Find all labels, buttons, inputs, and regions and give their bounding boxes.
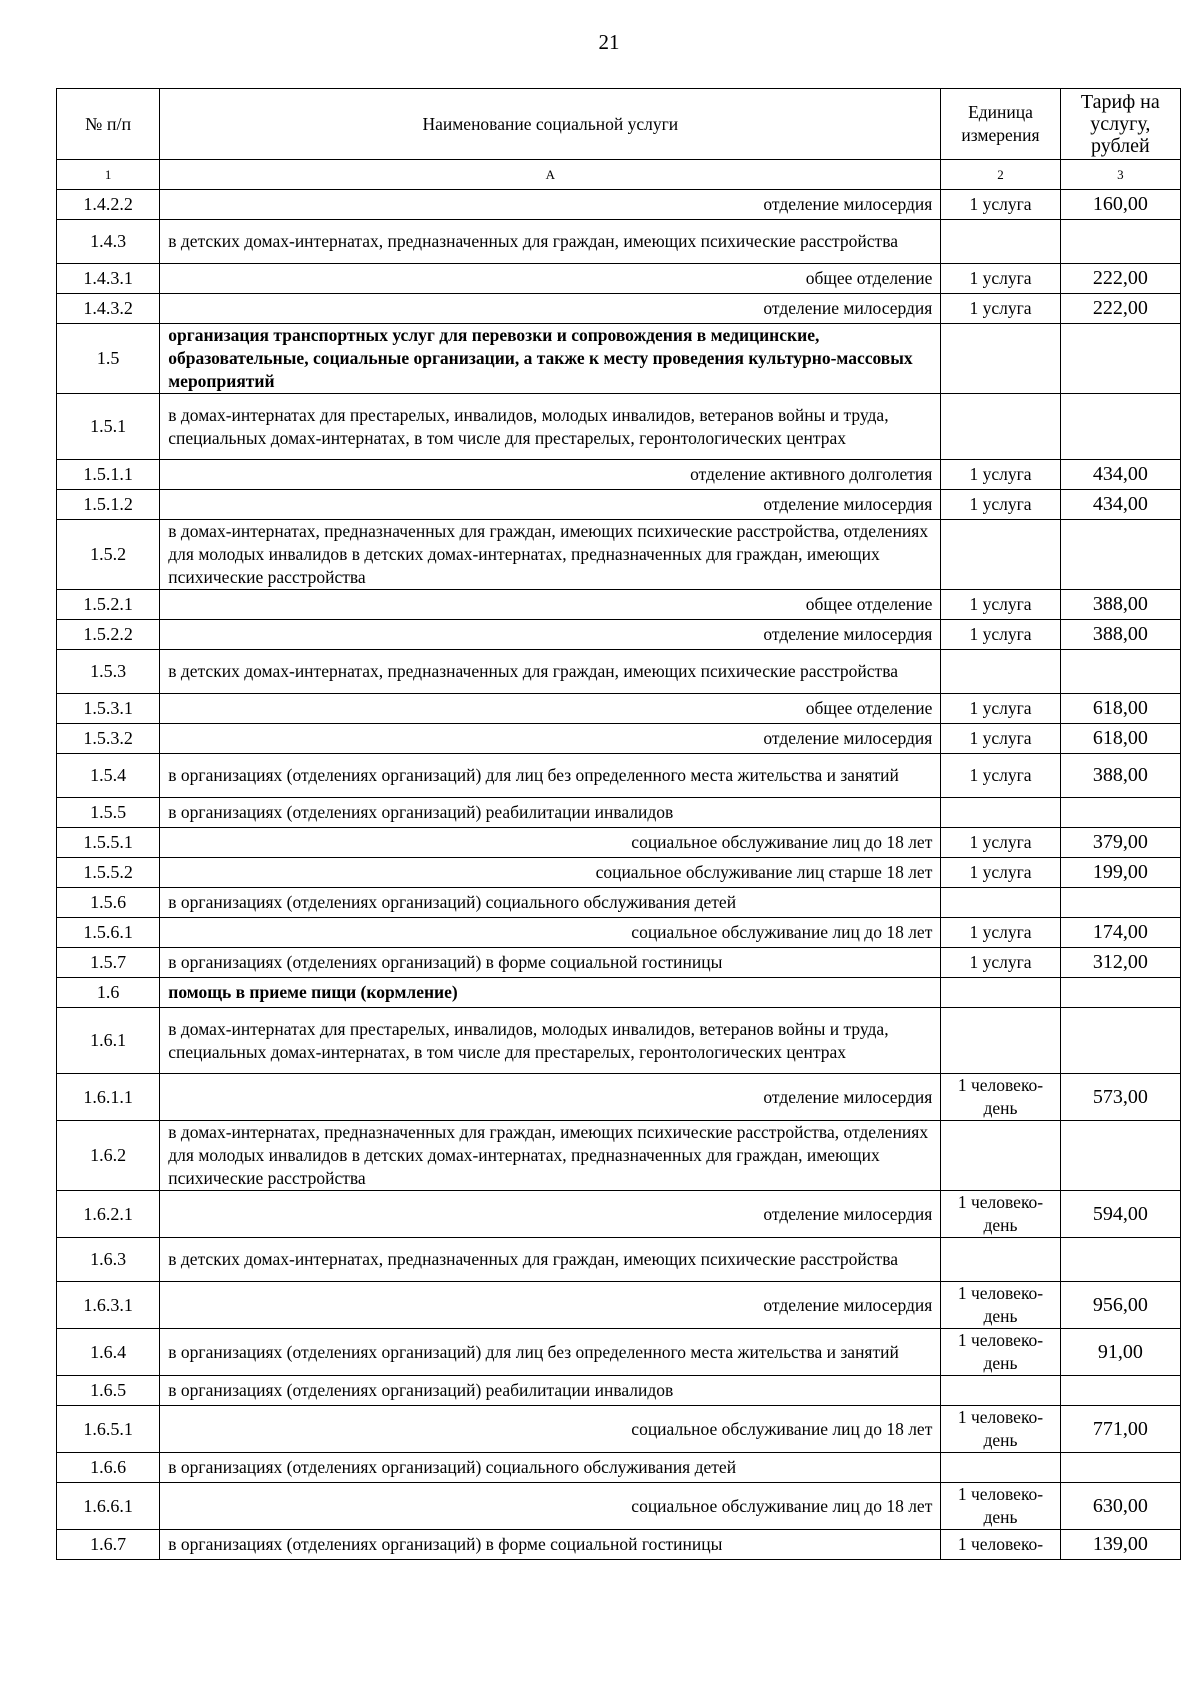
- row-unit: [941, 888, 1060, 918]
- row-unit: 1 услуга: [941, 948, 1060, 978]
- row-number: 1.6: [57, 978, 160, 1008]
- table-row: [57, 858, 1181, 888]
- table-index-row: [57, 160, 1181, 190]
- row-number: 1.6.1: [57, 1008, 160, 1074]
- row-service-name: общее отделение: [160, 590, 941, 620]
- row-service-name: отделение милосердия: [160, 190, 941, 220]
- row-tariff: 956,00: [1060, 1282, 1180, 1329]
- row-service-name: отделение милосердия: [160, 1282, 941, 1329]
- row-tariff: 91,00: [1060, 1329, 1180, 1376]
- tariff-table: [56, 88, 1181, 1560]
- row-service-name: организация транспортных услуг для перевозки и сопровождения в медицинские, образовательные, социальные организации, а также к месту проведения культурно-массовых мероприятий: [160, 324, 941, 394]
- row-service-name: в организациях (отделениях организаций) для лиц без определенного места жительства и занятий: [160, 1329, 941, 1376]
- row-unit: [941, 220, 1060, 264]
- row-number: 1.6.3: [57, 1238, 160, 1282]
- row-service-name: в домах-интернатах, предназначенных для граждан, имеющих психические расстройства, отделениях для молодых инвалидов в детских домах-интернатах, предназначенных для граждан, имеющих психические расстройства: [160, 520, 941, 590]
- row-tariff: 434,00: [1060, 460, 1180, 490]
- row-number: 1.6.7: [57, 1530, 160, 1560]
- row-service-name: в детских домах-интернатах, предназначенных для граждан, имеющих психические расстройства: [160, 650, 941, 694]
- table-row: [57, 1376, 1181, 1406]
- header-unit: Единица измерения: [941, 89, 1060, 160]
- row-unit: 1 человеко-день: [941, 1483, 1060, 1530]
- table-row: [57, 1453, 1181, 1483]
- row-unit: [941, 798, 1060, 828]
- row-service-name: отделение милосердия: [160, 294, 941, 324]
- row-service-name: отделение милосердия: [160, 490, 941, 520]
- row-service-name: в организациях (отделениях организаций) социального обслуживания детей: [160, 888, 941, 918]
- table-row: [57, 1406, 1181, 1453]
- row-unit: 1 человеко-: [941, 1530, 1060, 1560]
- row-tariff: 388,00: [1060, 754, 1180, 798]
- index-cell-1: 1: [57, 160, 160, 190]
- row-tariff: 618,00: [1060, 694, 1180, 724]
- row-unit: 1 услуга: [941, 828, 1060, 858]
- row-tariff: 388,00: [1060, 620, 1180, 650]
- row-number: 1.6.6.1: [57, 1483, 160, 1530]
- row-tariff: [1060, 798, 1180, 828]
- row-unit: 1 услуга: [941, 490, 1060, 520]
- row-service-name: помощь в приеме пищи (кормление): [160, 978, 941, 1008]
- row-tariff: 434,00: [1060, 490, 1180, 520]
- table-row: [57, 1483, 1181, 1530]
- row-unit: [941, 520, 1060, 590]
- table-row: [57, 220, 1181, 264]
- table-row: [57, 620, 1181, 650]
- row-unit: 1 человеко-день: [941, 1282, 1060, 1329]
- row-tariff: 222,00: [1060, 294, 1180, 324]
- row-service-name: в детских домах-интернатах, предназначенных для граждан, имеющих психические расстройства: [160, 1238, 941, 1282]
- table-row: [57, 694, 1181, 724]
- table-row: [57, 888, 1181, 918]
- row-tariff: 160,00: [1060, 190, 1180, 220]
- row-service-name: отделение активного долголетия: [160, 460, 941, 490]
- row-tariff: 618,00: [1060, 724, 1180, 754]
- row-unit: 1 человеко-день: [941, 1074, 1060, 1121]
- row-tariff: [1060, 394, 1180, 460]
- row-service-name: в организациях (отделениях организаций) в форме социальной гостиницы: [160, 948, 941, 978]
- table-row: [57, 918, 1181, 948]
- table-row: [57, 590, 1181, 620]
- row-service-name: в организациях (отделениях организаций) реабилитации инвалидов: [160, 798, 941, 828]
- table-row: [57, 1282, 1181, 1329]
- row-service-name: в организациях (отделениях организаций) реабилитации инвалидов: [160, 1376, 941, 1406]
- index-cell-a: А: [160, 160, 941, 190]
- row-number: 1.5.2.2: [57, 620, 160, 650]
- row-number: 1.6.2: [57, 1121, 160, 1191]
- row-unit: 1 услуга: [941, 590, 1060, 620]
- row-number: 1.5.5: [57, 798, 160, 828]
- table-row: [57, 1329, 1181, 1376]
- row-unit: 1 услуга: [941, 190, 1060, 220]
- row-unit: 1 услуга: [941, 918, 1060, 948]
- table-row: [57, 520, 1181, 590]
- row-number: 1.5.3: [57, 650, 160, 694]
- table-row: [57, 724, 1181, 754]
- row-unit: 1 услуга: [941, 294, 1060, 324]
- table-row: [57, 754, 1181, 798]
- row-service-name: в организациях (отделениях организаций) для лиц без определенного места жительства и занятий: [160, 754, 941, 798]
- index-cell-3: 3: [1060, 160, 1180, 190]
- row-unit: [941, 394, 1060, 460]
- row-service-name: социальное обслуживание лиц старше 18 лет: [160, 858, 941, 888]
- row-service-name: в домах-интернатах для престарелых, инвалидов, молодых инвалидов, ветеранов войны и труда, специальных домах-интернатах, в том числе для престарелых, геронтологических центрах: [160, 394, 941, 460]
- row-tariff: 771,00: [1060, 1406, 1180, 1453]
- row-number: 1.5.1.2: [57, 490, 160, 520]
- table-row: [57, 650, 1181, 694]
- row-number: 1.5.3.1: [57, 694, 160, 724]
- table-row: [57, 394, 1181, 460]
- row-tariff: [1060, 1453, 1180, 1483]
- row-tariff: 174,00: [1060, 918, 1180, 948]
- table-header-row: [57, 89, 1181, 160]
- row-tariff: 222,00: [1060, 264, 1180, 294]
- row-number: 1.5.4: [57, 754, 160, 798]
- row-service-name: в организациях (отделениях организаций) в форме социальной гостиницы: [160, 1530, 941, 1560]
- row-service-name: в домах-интернатах для престарелых, инвалидов, молодых инвалидов, ветеранов войны и труда, специальных домах-интернатах, в том числе для престарелых, геронтологических центрах: [160, 1008, 941, 1074]
- row-service-name: социальное обслуживание лиц до 18 лет: [160, 918, 941, 948]
- row-unit: 1 услуга: [941, 694, 1060, 724]
- row-service-name: общее отделение: [160, 264, 941, 294]
- row-number: 1.4.2.2: [57, 190, 160, 220]
- table-row: [57, 190, 1181, 220]
- row-number: 1.4.3.2: [57, 294, 160, 324]
- row-service-name: в детских домах-интернатах, предназначенных для граждан, имеющих психические расстройства: [160, 220, 941, 264]
- row-unit: [941, 650, 1060, 694]
- row-tariff: [1060, 650, 1180, 694]
- row-number: 1.5.2.1: [57, 590, 160, 620]
- row-number: 1.6.2.1: [57, 1191, 160, 1238]
- table-row: [57, 490, 1181, 520]
- row-service-name: в домах-интернатах, предназначенных для граждан, имеющих психические расстройства, отделениях для молодых инвалидов в детских домах-интернатах, предназначенных для граждан, имеющих психические расстройства: [160, 1121, 941, 1191]
- row-number: 1.5.3.2: [57, 724, 160, 754]
- row-unit: 1 услуга: [941, 858, 1060, 888]
- row-service-name: общее отделение: [160, 694, 941, 724]
- row-number: 1.5.2: [57, 520, 160, 590]
- row-unit: [941, 1376, 1060, 1406]
- row-unit: [941, 1008, 1060, 1074]
- row-number: 1.6.1.1: [57, 1074, 160, 1121]
- row-service-name: отделение милосердия: [160, 1191, 941, 1238]
- row-tariff: 388,00: [1060, 590, 1180, 620]
- row-unit: 1 услуга: [941, 754, 1060, 798]
- table-row: [57, 294, 1181, 324]
- row-tariff: 573,00: [1060, 1074, 1180, 1121]
- row-number: 1.4.3: [57, 220, 160, 264]
- index-cell-2: 2: [941, 160, 1060, 190]
- row-number: 1.6.5.1: [57, 1406, 160, 1453]
- row-tariff: 630,00: [1060, 1483, 1180, 1530]
- row-tariff: 312,00: [1060, 948, 1180, 978]
- row-tariff: [1060, 1376, 1180, 1406]
- row-number: 1.5.5.1: [57, 828, 160, 858]
- row-service-name: социальное обслуживание лиц до 18 лет: [160, 1483, 941, 1530]
- row-number: 1.5.1: [57, 394, 160, 460]
- row-number: 1.5.7: [57, 948, 160, 978]
- row-number: 1.4.3.1: [57, 264, 160, 294]
- row-number: 1.6.5: [57, 1376, 160, 1406]
- row-tariff: 199,00: [1060, 858, 1180, 888]
- table-row: [57, 948, 1181, 978]
- row-unit: 1 человеко-день: [941, 1406, 1060, 1453]
- row-tariff: 139,00: [1060, 1530, 1180, 1560]
- row-service-name: отделение милосердия: [160, 1074, 941, 1121]
- row-unit: [941, 1238, 1060, 1282]
- page-number: 21: [598, 30, 620, 54]
- row-tariff: [1060, 520, 1180, 590]
- row-unit: 1 услуга: [941, 724, 1060, 754]
- row-tariff: [1060, 324, 1180, 394]
- row-number: 1.5.6: [57, 888, 160, 918]
- row-service-name: социальное обслуживание лиц до 18 лет: [160, 1406, 941, 1453]
- row-tariff: 379,00: [1060, 828, 1180, 858]
- table-row: [57, 1074, 1181, 1121]
- row-service-name: отделение милосердия: [160, 620, 941, 650]
- row-number: 1.5.5.2: [57, 858, 160, 888]
- row-number: 1.5.1.1: [57, 460, 160, 490]
- row-number: 1.6.6: [57, 1453, 160, 1483]
- row-unit: [941, 1121, 1060, 1191]
- row-unit: 1 услуга: [941, 620, 1060, 650]
- header-tariff: Тариф на услугу, рублей: [1060, 89, 1180, 160]
- table-row: [57, 1530, 1181, 1560]
- table-row: [57, 828, 1181, 858]
- row-number: 1.6.4: [57, 1329, 160, 1376]
- table-row: [57, 978, 1181, 1008]
- row-service-name: в организациях (отделениях организаций) социального обслуживания детей: [160, 1453, 941, 1483]
- row-unit: [941, 324, 1060, 394]
- table-row: [57, 1008, 1181, 1074]
- row-tariff: [1060, 1238, 1180, 1282]
- row-tariff: 594,00: [1060, 1191, 1180, 1238]
- row-unit: 1 человеко-день: [941, 1191, 1060, 1238]
- row-unit: 1 услуга: [941, 460, 1060, 490]
- table-row: [57, 1121, 1181, 1191]
- row-unit: [941, 1453, 1060, 1483]
- table-row: [57, 1238, 1181, 1282]
- row-tariff: [1060, 888, 1180, 918]
- table-body: [57, 190, 1181, 1560]
- header-number: № п/п: [57, 89, 160, 160]
- table-row: [57, 798, 1181, 828]
- table-row: [57, 324, 1181, 394]
- header-service-name: Наименование социальной услуги: [160, 89, 941, 160]
- table-row: [57, 264, 1181, 294]
- row-number: 1.5: [57, 324, 160, 394]
- row-number: 1.6.3.1: [57, 1282, 160, 1329]
- row-tariff: [1060, 1121, 1180, 1191]
- row-unit: 1 человеко-день: [941, 1329, 1060, 1376]
- row-service-name: отделение милосердия: [160, 724, 941, 754]
- row-tariff: [1060, 1008, 1180, 1074]
- row-number: 1.5.6.1: [57, 918, 160, 948]
- table-row: [57, 1191, 1181, 1238]
- row-service-name: социальное обслуживание лиц до 18 лет: [160, 828, 941, 858]
- row-unit: [941, 978, 1060, 1008]
- table-row: [57, 460, 1181, 490]
- row-unit: 1 услуга: [941, 264, 1060, 294]
- row-tariff: [1060, 220, 1180, 264]
- row-tariff: [1060, 978, 1180, 1008]
